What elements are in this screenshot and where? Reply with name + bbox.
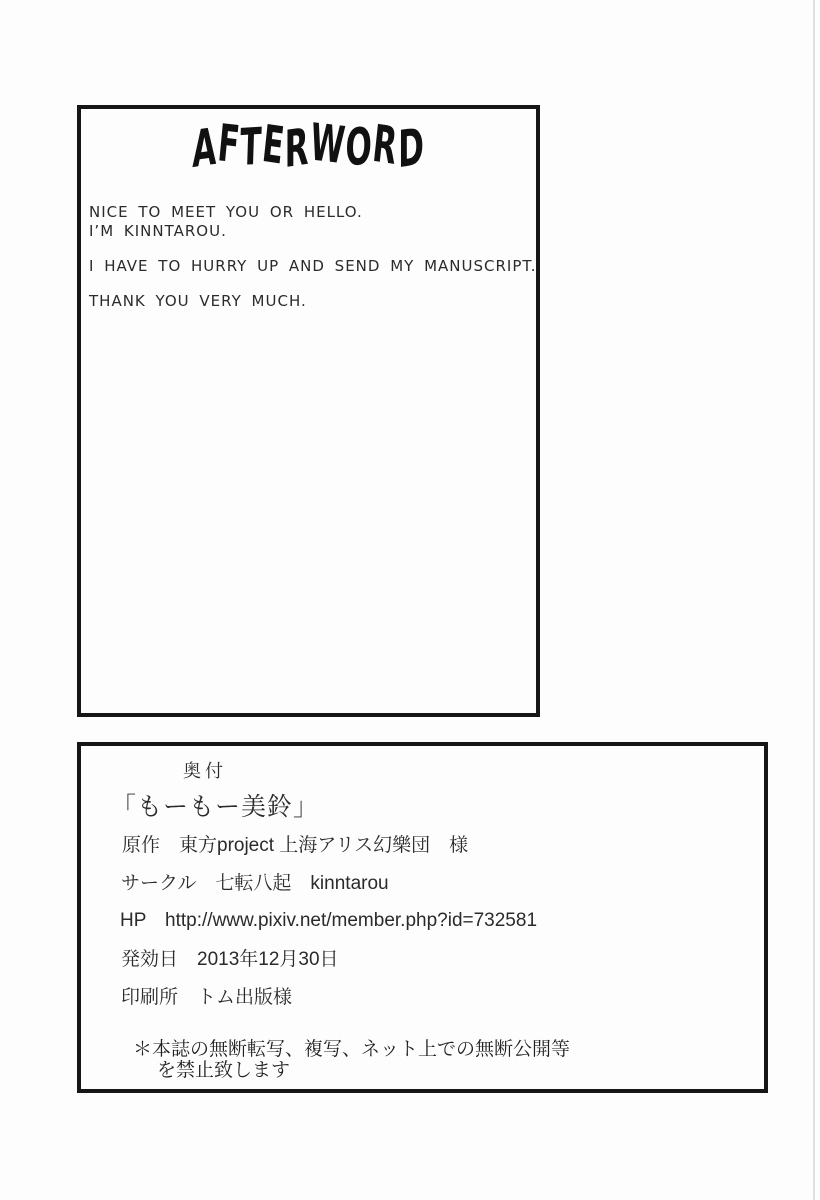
book-title: 「もーもー美鈴」	[111, 793, 320, 821]
afterword-line: THANK YOU VERY MUCH.	[89, 292, 307, 310]
afterword-panel	[77, 105, 540, 717]
colophon-row-original-work: 原作 東方project 上海アリス幻樂団 様	[122, 835, 469, 856]
disclaimer-line: ＊本誌の無断転写、複写、ネット上での無断公開等	[133, 1039, 571, 1060]
colophon-panel	[77, 742, 768, 1093]
afterword-line: I HAVE TO HURRY UP AND SEND MY MANUSCRIPT.	[89, 257, 537, 275]
disclaimer-line: を禁止致します	[157, 1060, 291, 1081]
colophon-row-printer: 印刷所 トム出版様	[121, 987, 293, 1008]
colophon-row-circle: サークル 七転八起 kinntarou	[121, 873, 389, 894]
copyright-disclaimer	[133, 1039, 570, 1081]
scan-edge-artifact	[813, 0, 815, 1200]
colophon-row-homepage-url: HP http://www.pixiv.net/member.php?id=732581	[120, 910, 538, 931]
afterword-title: AFTERWORD	[192, 112, 425, 180]
colophon-header: 奥付	[183, 761, 227, 781]
afterword-line: NICE TO MEET YOU OR HELLO.	[89, 203, 363, 221]
afterword-line: I’M KINNTAROU.	[89, 222, 227, 240]
afterword-body	[81, 203, 536, 311]
afterword-title-wrap	[81, 112, 536, 180]
colophon-row-publish-date: 発効日 2013年12月30日	[121, 949, 339, 970]
